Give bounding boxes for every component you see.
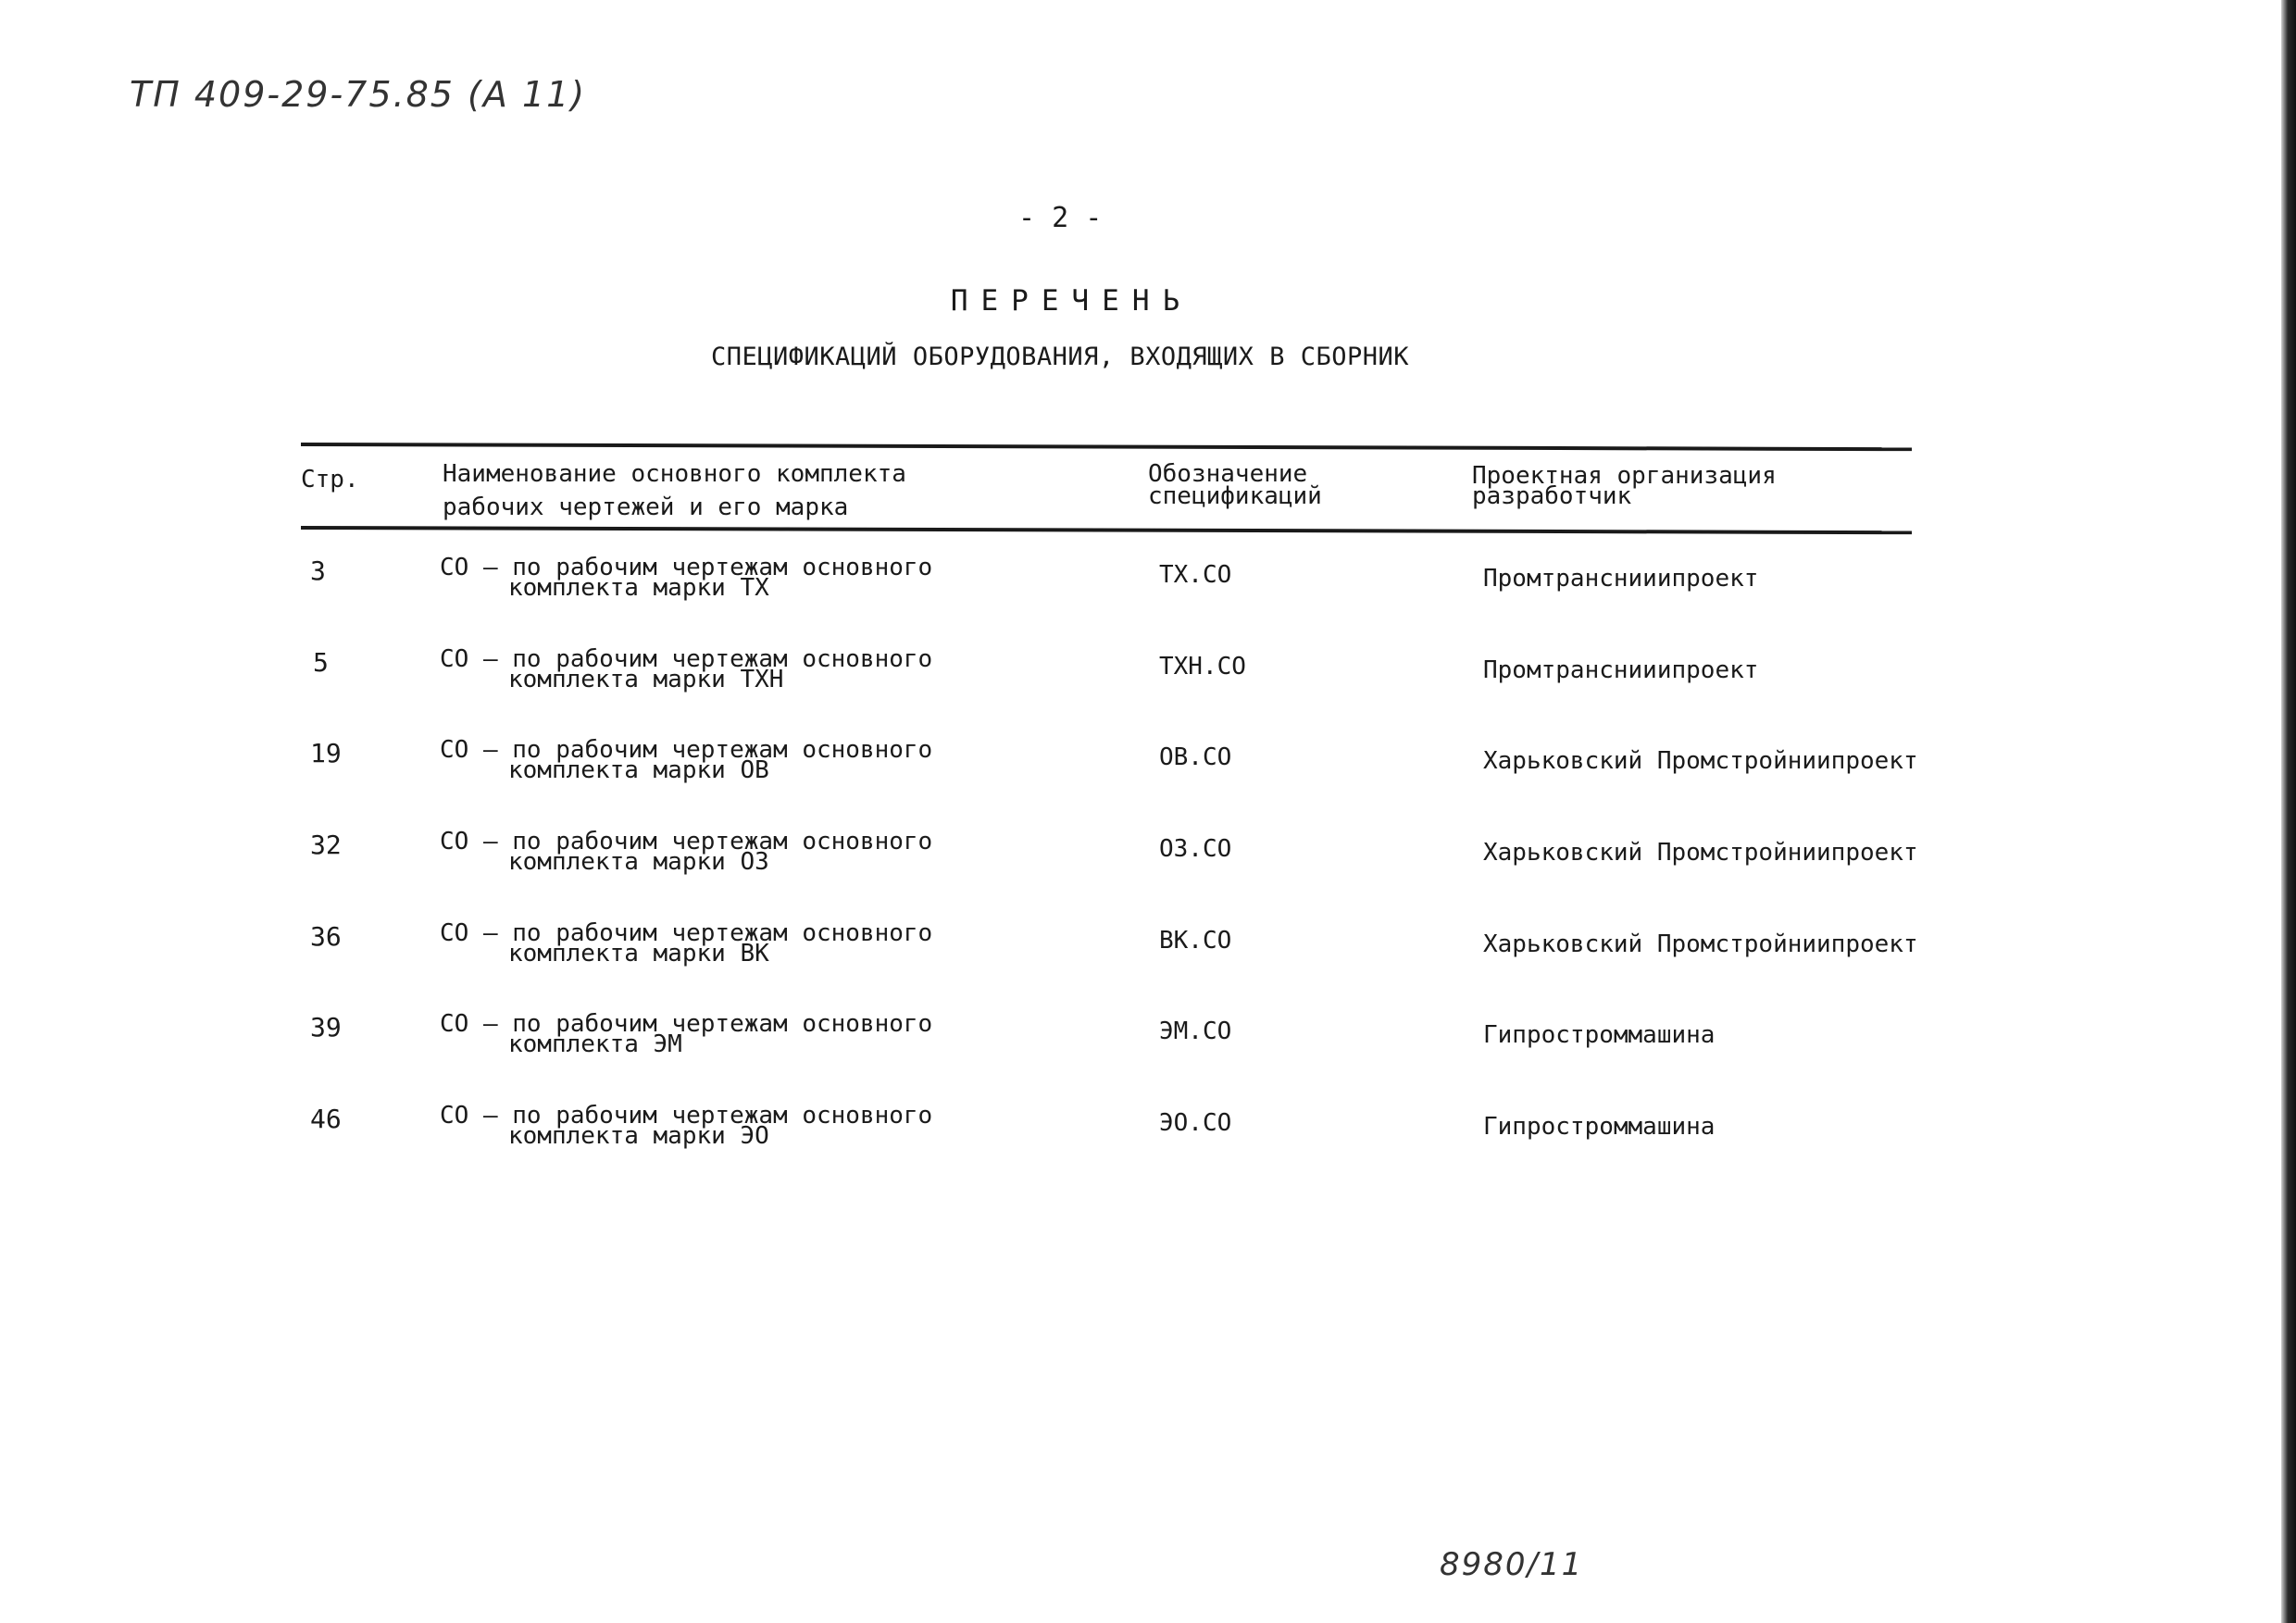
row-page: 19 xyxy=(310,738,342,768)
row-org: Харьковский Промстройниипроект xyxy=(1483,839,1918,867)
row-name-line2: комплекта ЭМ xyxy=(508,1030,682,1058)
row-name-line1: СО – по рабочим чертежам основного xyxy=(440,554,933,581)
header-code-line1: Обозначение xyxy=(1148,460,1308,488)
row-page: 39 xyxy=(310,1012,342,1042)
row-org: Гипростроммашина xyxy=(1483,1021,1716,1049)
inventory-number-handwritten: 8980/11 xyxy=(1440,1546,1584,1583)
row-org: Харьковский Промстройниипроект xyxy=(1483,747,1918,775)
table-row xyxy=(0,647,2222,730)
row-name-line2: комплекта марки ОЗ xyxy=(508,848,769,876)
table-row xyxy=(0,738,2222,821)
row-org: Гипростроммашина xyxy=(1483,1113,1716,1141)
row-name xyxy=(440,1010,958,1058)
header-name-line2: рабочих чертежей и его марка xyxy=(443,493,849,521)
row-name-line1: СО – по рабочим чертежам основного xyxy=(440,1010,933,1038)
row-code: ВК.СО xyxy=(1159,927,1232,955)
row-page: 36 xyxy=(310,921,342,952)
row-page: 32 xyxy=(310,830,342,860)
row-name-line2: комплекта марки ТХН xyxy=(508,666,784,693)
row-page: 46 xyxy=(310,1104,342,1134)
table-row xyxy=(0,1104,2222,1187)
row-page: 5 xyxy=(313,647,329,678)
header-page: Стр. xyxy=(301,466,359,493)
page-number: - 2 - xyxy=(1018,202,1103,234)
row-code: ЭМ.СО xyxy=(1159,1017,1232,1045)
header-name xyxy=(443,457,961,524)
row-name-line2: комплекта марки ЭО xyxy=(508,1122,769,1150)
row-org: Промтранснииипроект xyxy=(1483,565,1759,593)
row-name-line1: СО – по рабочим чертежам основного xyxy=(440,919,933,947)
table-header-rule xyxy=(301,526,1912,534)
row-code: ОЗ.СО xyxy=(1159,835,1232,863)
document-code-handwritten: ТП 409-29-75.85 (А 11) xyxy=(130,74,587,115)
header-org xyxy=(1472,462,1861,510)
row-name xyxy=(440,1102,958,1150)
header-org-line2: разработчик xyxy=(1472,482,1632,510)
row-code: ОВ.СО xyxy=(1159,743,1232,771)
table-top-rule xyxy=(301,443,1912,451)
row-code: ТХ.СО xyxy=(1159,561,1232,589)
row-page: 3 xyxy=(310,556,326,586)
row-name-line1: СО – по рабочим чертежам основного xyxy=(440,645,933,673)
row-name-line1: СО – по рабочим чертежам основного xyxy=(440,828,933,855)
header-code-line2: спецификаций xyxy=(1148,482,1322,510)
scan-edge xyxy=(2281,0,2296,1623)
page-subtitle: СПЕЦИФИКАЦИЙ ОБОРУДОВАНИЯ, ВХОДЯЩИХ В СБОРНИК xyxy=(711,343,1409,371)
header-name-line1: Наименование основного комплекта xyxy=(443,460,906,488)
row-name-line2: комплекта марки ОВ xyxy=(508,756,769,784)
row-name xyxy=(440,919,958,968)
table-row xyxy=(0,921,2222,1005)
row-code: ТХН.СО xyxy=(1159,653,1246,680)
row-name xyxy=(440,736,958,784)
row-name xyxy=(440,645,958,693)
row-name-line2: комплекта марки ТХ xyxy=(508,574,769,602)
row-name-line2: комплекта марки ВК xyxy=(508,940,769,968)
row-name-line1: СО – по рабочим чертежам основного xyxy=(440,1102,933,1130)
page-title: ПЕРЕЧЕНЬ xyxy=(950,284,1193,318)
row-org: Харьковский Промстройниипроект xyxy=(1483,930,1918,958)
row-name xyxy=(440,554,958,602)
table-row xyxy=(0,830,2222,913)
row-name-line1: СО – по рабочим чертежам основного xyxy=(440,736,933,764)
row-org: Промтранснииипроект xyxy=(1483,656,1759,684)
table-row xyxy=(0,556,2222,639)
header-code xyxy=(1148,460,1389,510)
row-name xyxy=(440,828,958,876)
table-row xyxy=(0,1012,2222,1095)
header-org-line1: Проектная организация xyxy=(1472,462,1777,490)
row-code: ЭО.СО xyxy=(1159,1109,1232,1137)
